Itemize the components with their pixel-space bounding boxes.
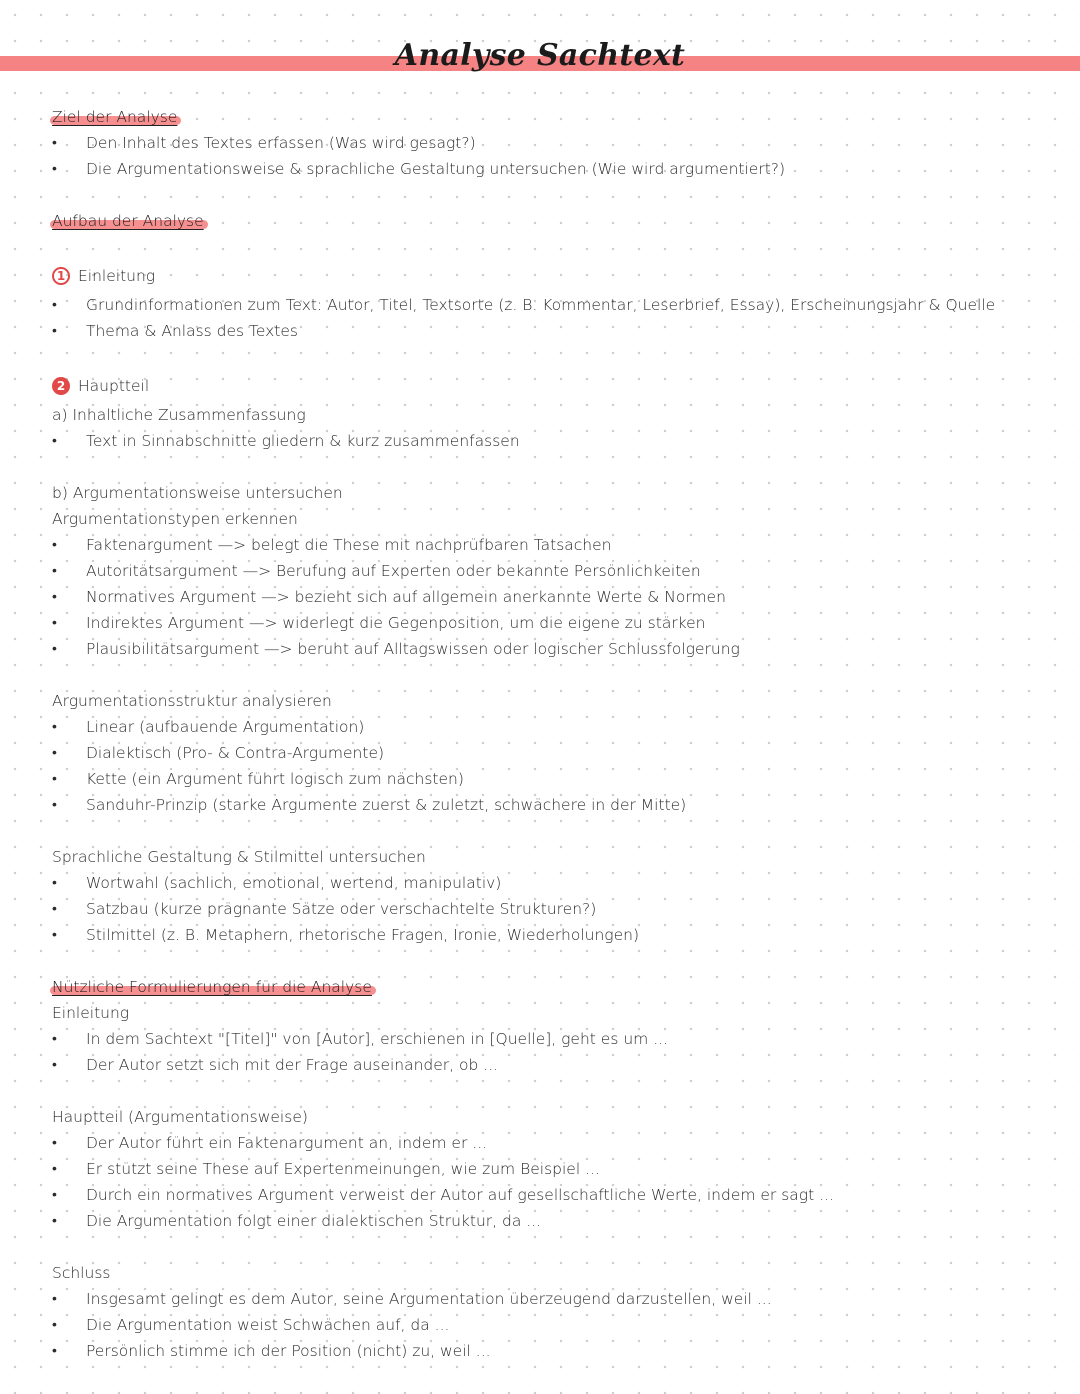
list-item: • Autoritätsargument —> Berufung auf Experten oder bekannte Persönlichkeiten <box>52 558 1052 584</box>
bullet-icon: • <box>52 1161 57 1177</box>
bullet-icon: • <box>52 135 57 151</box>
sub-label-sprache: Sprachliche Gestaltung & Stilmittel untersuchen <box>52 848 426 866</box>
list-item: • Der Autor setzt sich mit der Frage auseinander, ob ... <box>52 1052 1052 1078</box>
list-item: • Die Argumentation folgt einer dialektischen Struktur, da ... <box>52 1208 1052 1234</box>
list-item: • Normatives Argument —> bezieht sich auf allgemein anerkannte Werte & Normen <box>52 584 1052 610</box>
sub-label-struktur: Argumentationsstruktur analysieren <box>52 692 332 710</box>
bullet-icon: • <box>52 1291 57 1307</box>
list-item: • Linear (aufbauende Argumentation) <box>52 714 1052 740</box>
sub-label-typen: Argumentationstypen erkennen <box>52 510 298 528</box>
document-body <box>52 104 1052 1364</box>
page-title: Analyse Sachtext <box>394 38 686 73</box>
bullet-icon: • <box>52 797 57 813</box>
section-heading-aufbau: Aufbau der Analyse <box>52 208 204 234</box>
number-one-icon: 1 <box>52 267 70 285</box>
list-item: • Den Inhalt des Textes erfassen (Was wird gesagt?) <box>52 130 1052 156</box>
bullet-icon: • <box>52 537 57 553</box>
list-item: • Insgesamt gelingt es dem Autor, seine Argumentation überzeugend darzustellen, weil ... <box>52 1286 1052 1312</box>
bullet-icon: • <box>52 771 57 787</box>
list-item: • Wortwahl (sachlich, emotional, wertend, manipulativ) <box>52 870 1052 896</box>
bullet-icon: • <box>52 563 57 579</box>
number-two-icon: 2 <box>52 377 70 395</box>
bullet-icon: • <box>52 1343 57 1359</box>
list-item: • Stilmittel (z. B. Metaphern, rhetorische Fragen, Ironie, Wiederholungen) <box>52 922 1052 948</box>
list-item: • Text in Sinnabschnitte gliedern & kurz zusammenfassen <box>52 428 1052 454</box>
section-aufbau <box>52 208 1052 234</box>
subsection-einleitung <box>52 260 1052 292</box>
bullet-icon: • <box>52 433 57 449</box>
list-item: • Thema & Anlass des Textes <box>52 318 1052 344</box>
bullet-icon: • <box>52 615 57 631</box>
list-item: • Grundinformationen zum Text: Autor, Titel, Textsorte (z. B. Kommentar, Leserbrief, Essay), Erscheinungsjahr & Quelle <box>52 292 1052 318</box>
section-heading-formulierungen: Nützliche Formulierungen für die Analyse <box>52 974 372 1000</box>
list-item: • Durch ein normatives Argument verweist der Autor auf gesellschaftliche Werte, indem er sagt ... <box>52 1182 1052 1208</box>
list-item: • Kette (ein Argument führt logisch zum nächsten) <box>52 766 1052 792</box>
list-item: • Die Argumentation weist Schwächen auf, da ... <box>52 1312 1052 1338</box>
sub-label-a: a) Inhaltliche Zusammenfassung <box>52 406 306 424</box>
list-item: • Die Argumentationsweise & sprachliche Gestaltung untersuchen (Wie wird argumentiert?) <box>52 156 1052 182</box>
bullet-icon: • <box>52 1213 57 1229</box>
bullet-icon: • <box>52 1057 57 1073</box>
list-item: • Persönlich stimme ich der Position (nicht) zu, weil ... <box>52 1338 1052 1364</box>
bullet-icon: • <box>52 901 57 917</box>
list-item: • Sanduhr-Prinzip (starke Argumente zuerst & zuletzt, schwächere in der Mitte) <box>52 792 1052 818</box>
list-item: • Er stützt seine These auf Expertenmeinungen, wie zum Beispiel ... <box>52 1156 1052 1182</box>
bullet-icon: • <box>52 1135 57 1151</box>
list-item: • Dialektisch (Pro- & Contra-Argumente) <box>52 740 1052 766</box>
bullet-icon: • <box>52 1317 57 1333</box>
bullet-icon: • <box>52 927 57 943</box>
section-formulierungen <box>52 974 1052 1000</box>
subsection-label: Einleitung <box>78 267 156 285</box>
list-item: • Satzbau (kurze prägnante Sätze oder verschachtelte Strukturen?) <box>52 896 1052 922</box>
sub-label-schluss: Schluss <box>52 1264 111 1282</box>
bullet-icon: • <box>52 297 57 313</box>
bullet-icon: • <box>52 161 57 177</box>
sub-label-b: b) Argumentationsweise untersuchen <box>52 484 343 502</box>
list-item: • Indirektes Argument —> widerlegt die Gegenposition, um die eigene zu stärken <box>52 610 1052 636</box>
bullet-icon: • <box>52 875 57 891</box>
list-item: • In dem Sachtext "[Titel]" von [Autor], erschienen in [Quelle], geht es um ... <box>52 1026 1052 1052</box>
section-ziel <box>52 104 1052 130</box>
bullet-icon: • <box>52 323 57 339</box>
sub-label-hauptteil: Hauptteil (Argumentationsweise) <box>52 1108 308 1126</box>
bullet-icon: • <box>52 1031 57 1047</box>
list-item: • Der Autor führt ein Faktenargument an, indem er ... <box>52 1130 1052 1156</box>
bullet-icon: • <box>52 745 57 761</box>
bullet-icon: • <box>52 1187 57 1203</box>
section-heading-ziel: Ziel der Analyse <box>52 104 177 130</box>
bullet-icon: • <box>52 589 57 605</box>
bullet-icon: • <box>52 719 57 735</box>
list-item: • Plausibilitätsargument —> beruht auf Alltagswissen oder logischer Schlussfolgerung <box>52 636 1052 662</box>
sub-label-einleitung: Einleitung <box>52 1004 130 1022</box>
bullet-icon: • <box>52 641 57 657</box>
subsection-label: Hauptteil <box>78 377 150 395</box>
list-item: • Faktenargument —> belegt die These mit nachprüfbaren Tatsachen <box>52 532 1052 558</box>
subsection-hauptteil <box>52 370 1052 402</box>
